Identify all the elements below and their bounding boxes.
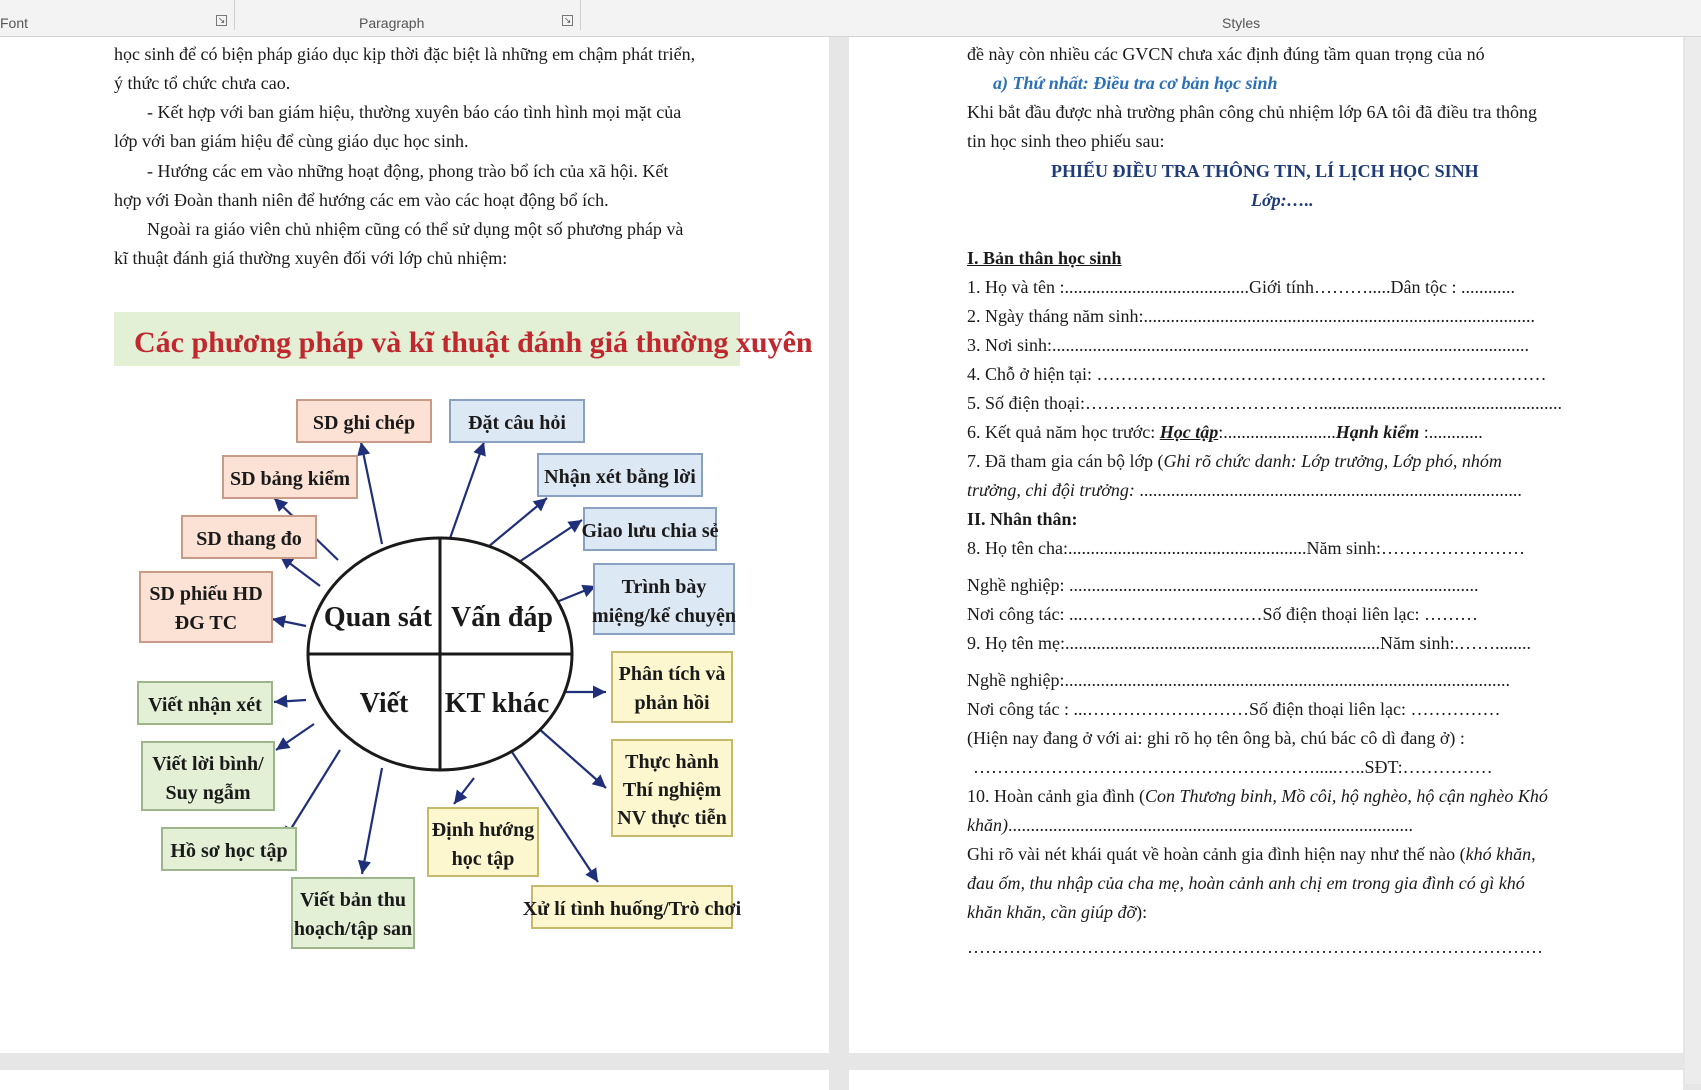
method-box-label: Định hướng [431,819,535,841]
form-section-2: II. Nhân thân: [967,509,1078,529]
method-box-label: SD phiếu HD [149,583,263,605]
arrow [482,498,547,552]
document-page-right[interactable] [849,37,1683,1053]
text-run: 10. Hoàn cảnh gia đình ( [967,786,1145,806]
text-run: 6. Kết quả năm học trước: [967,422,1160,442]
method-box-label: NV thực tiễn [617,807,727,829]
method-box [162,828,296,870]
text-run: ): [1136,902,1148,922]
vertical-scrollbar[interactable] [1685,37,1701,1084]
styles-group-label: Styles [1222,15,1261,31]
method-box [138,682,272,724]
method-box-label: Phân tích và [618,663,726,685]
center-label-viet: Viết [359,688,409,719]
form-field-line: đau ốm, thu nhập của cha mẹ, hoàn cảnh anh chị em trong gia đình có gì khó [967,873,1525,893]
method-box-label: SD thang đo [196,528,302,550]
method-box [292,878,414,948]
method-box-label: Trình bày [621,576,707,598]
form-field-line [967,814,1413,836]
text-run: ..................................................................................... [1134,480,1522,500]
method-box [142,742,274,810]
paragraph-dialog-launcher-icon[interactable]: ↘ [563,15,572,25]
method-box-label: Xử lí tình huống/Trò chơi [522,898,742,920]
text-run: Học tập [1159,422,1219,442]
method-box-label: ĐG TC [174,612,238,634]
form-field-line: Nơi công tác: ...…………………………Số điện thoại liên lạc: ……… [967,604,1478,624]
method-box-label: Viết nhận xét [148,694,262,716]
paragraph-line: Ngoài ra giáo viên chủ nhiệm cũng có thể sử dụng một số phương pháp và [147,219,684,239]
arrow [454,778,474,804]
form-field-line: 4. Chỗ ở hiện tại: ………………………………………………………………… [967,364,1547,384]
method-box-label: Viết bản thu [300,889,406,911]
form-field-line: 2. Ngày tháng năm sinh:....................................................................................... [967,306,1535,326]
method-box [592,564,736,634]
method-box [223,456,357,498]
form-field-line [967,785,1548,807]
method-box-label: Thực hành [625,751,719,773]
method-box [612,652,732,722]
center-label-van-dap: Vấn đáp [451,602,553,633]
form-section-1: I. Bản thân học sinh [967,248,1122,268]
arrow [280,556,320,586]
method-box [428,808,538,876]
method-box-label: SD bảng kiểm [229,468,351,490]
arrow [362,768,382,874]
paragraph-line: Khi bắt đầu được nhà trường phân công chủ nhiệm lớp 6A tôi đã điều tra thông [967,102,1537,122]
form-field-line: ………………………………………………….....…..SĐT:…………… [973,757,1493,777]
method-box [140,572,272,642]
method-box [612,740,732,836]
arrow [361,442,382,544]
arrow [272,619,306,626]
text-run: khó khăn, [1465,844,1536,864]
text-run: 7. Đã tham gia cán bộ lớp ( [967,451,1164,471]
paragraph-group-label: Paragraph [359,15,425,31]
paragraph-line: ý thức tổ chức chưa cao. [114,73,291,93]
form-field-line: …………………………………………………………………………………… [967,937,1543,957]
form-title: PHIẾU ĐIỀU TRA THÔNG TIN, LÍ LỊCH HỌC SINH [1051,161,1479,181]
arrow [448,442,484,544]
text-run: khăn) [967,815,1008,835]
text-run: Con Thương binh, Mồ côi, hộ nghèo, hộ cận nghèo Khó [1144,786,1548,806]
method-box-label: Viết lời bình/ [152,753,264,775]
method-box [538,454,702,496]
method-box-label: Giao lưu chia sẻ [581,520,719,542]
document-page-next-left[interactable] [0,1070,829,1090]
method-box-label: học tập [451,848,515,870]
method-box [297,400,431,442]
arrow [276,724,314,750]
form-field-line: Nghề nghiệp:................................................................................................... [967,670,1510,690]
method-box-label: phản hồi [634,692,710,714]
form-field-line [967,421,1483,443]
document-page-next-right[interactable] [849,1070,1683,1090]
arrow [538,728,606,788]
form-field-line: Nghề nghiệp: ........................................................................................... [967,575,1479,595]
text-run: Ghi rõ chức danh: Lớp trưởng, Lớp phó, nhóm [1163,451,1502,471]
paragraph-line: kĩ thuật đánh giá thường xuyên đối với lớp chủ nhiệm: [114,248,508,268]
center-label-quan-sat: Quan sát [323,602,433,633]
form-field-line: 8. Họ tên cha:.....................................................Năm sinh:…………………… [967,538,1525,558]
form-class-label: Lớp:….. [1251,190,1314,210]
font-group-label: Font [0,15,29,31]
form-field-line: 3. Nơi sinh:.......................................................................................................... [967,335,1530,355]
method-box-label: SD ghi chép [312,412,416,434]
method-box-label: Nhận xét bằng lời [544,466,696,488]
form-field-line: 9. Họ tên mẹ:......................................................................Năm sinh:.……........ [967,633,1531,653]
form-field-line: 1. Họ và tên :.........................................Giới tính……….....Dân tộc : ............ [967,277,1515,297]
text-run: .......................................................................................... [1007,815,1413,835]
method-box-label: Suy ngẫm [165,782,251,804]
section-heading-a: a) Thứ nhất: Điều tra cơ bản học sinh [993,73,1278,93]
font-dialog-launcher-icon[interactable]: ↘ [217,15,226,25]
paragraph-line: - Hướng các em vào những hoạt động, phong trào bổ ích của xã hội. Kết [147,161,669,181]
paragraph-line: tin học sinh theo phiếu sau: [967,131,1165,151]
method-box-label: miệng/kể chuyện [592,605,736,627]
method-box-label: hoạch/tập san [293,918,413,940]
form-field-line: (Hiện nay đang ở với ai: ghi rõ họ tên ông bà, chú bác cô dì đang ở) : [967,728,1465,748]
ribbon-separator [234,0,235,30]
form-field-line: Nơi công tác : ...………………………Số điện thoại liên lạc: …………… [967,699,1501,719]
text-run: trưởng, chi đội trưởng: [967,480,1135,500]
method-box [450,400,584,442]
ribbon-bar [0,0,1701,37]
text-run: Hạnh kiểm [1335,422,1420,442]
center-label-kt-khac: KT khác [444,688,550,719]
text-run: Ghi rõ vài nét khái quát về hoàn cảnh gia đình hiện nay như thế nào ( [967,844,1466,864]
method-box [581,508,718,550]
arrow [274,700,306,702]
arrow [284,750,340,840]
text-run: khăn khăn, cần giúp đỡ [967,902,1137,922]
paragraph-line: đề này còn nhiều các GVCN chưa xác định đúng tầm quan trọng của nó [967,44,1485,64]
form-field-line [967,843,1536,865]
paragraph-line: hợp với Đoàn thanh niên để hướng các em vào các hoạt động bổ ích. [114,190,609,210]
method-box-label: Đặt câu hỏi [468,412,566,434]
text-run: :............ [1419,422,1483,442]
paragraph-line: - Kết hợp với ban giám hiệu, thường xuyên báo cáo tình hình mọi mặt của [147,102,682,122]
ribbon-separator [580,0,581,30]
text-run: :......................... [1218,422,1336,442]
method-box [523,886,742,928]
form-field-line [967,450,1502,472]
evaluation-methods-diagram[interactable] [114,310,813,950]
form-field-line: 5. Số điện thoại:…………………………………...................................................... [967,393,1562,413]
paragraph-line: học sinh để có biện pháp giáo dục kịp thời đặc biệt là những em chậm phát triển, [114,44,696,64]
paragraph-line: lớp với ban giám hiệu để cùng giáo dục học sinh. [114,131,469,151]
form-field-line [967,479,1522,501]
method-box-label: Hồ sơ học tập [170,840,288,862]
form-field-line [967,901,1147,923]
diagram-title: Các phương pháp và kĩ thuật đánh giá thường xuyên [134,326,813,359]
method-box [182,516,316,558]
method-box-label: Thí nghiệm [622,779,722,801]
